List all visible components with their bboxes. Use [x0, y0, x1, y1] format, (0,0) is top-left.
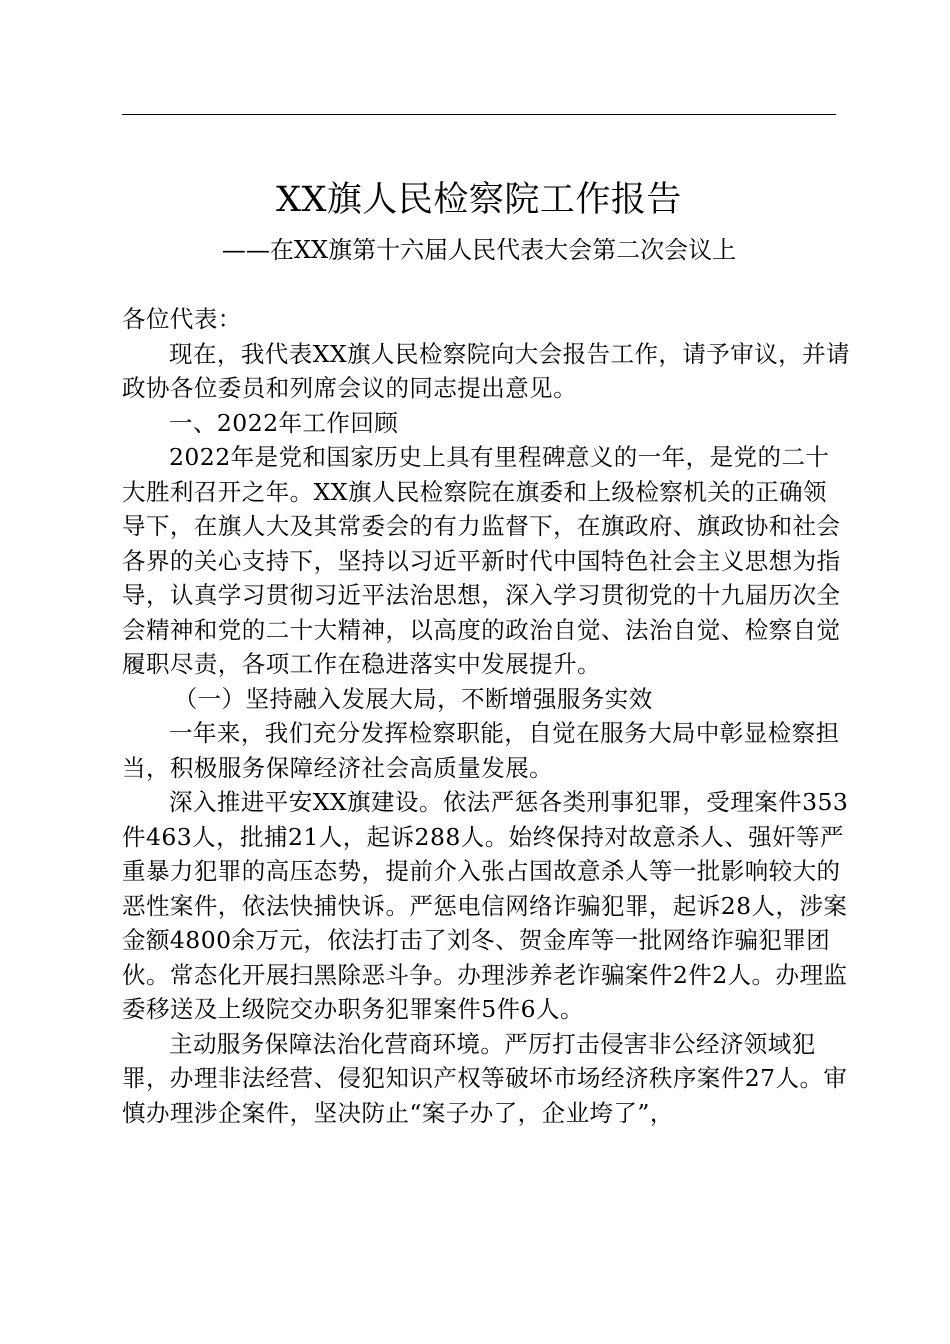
paragraph-service-intro: 一年来，我们充分发挥检察职能，自觉在服务大局中彰显检察担当，积极服务保障经济社会高质量发展。: [122, 719, 840, 782]
paragraph-overview: 2022年是党和国家历史上具有里程碑意义的一年，是党的二十大胜利召开之年。XX旗人民检察院在旗委和上级检察机关的正确领导下，在旗人大及其常委会的有力监督下，在旗政府、旗政协和社会各界的关心支持下，坚持以习近平新时代中国特色社会主义思想为指导，认真学习贯彻习近平法治思想，深入学习贯彻党的十九届历次全会精神和党的二十大精神，以高度的政治自觉、法治自觉、检察自觉履职尽责，各项工作在稳进落实中发展提升。: [122, 443, 841, 678]
header-rule: [122, 114, 836, 115]
salutation: 各位代表：: [122, 305, 242, 333]
report-body: [122, 302, 850, 1130]
section-heading-review: 一、2022年工作回顾: [169, 408, 399, 437]
report-subtitle: ——在XX旗第十六届人民代表大会第二次会议上: [221, 236, 737, 264]
report-title: XX旗人民检察院工作报告: [276, 180, 682, 220]
subsection-heading-service: （一）坚持融入发展大局，不断增强服务实效: [173, 684, 653, 713]
paragraph-business-environment: 主动服务保障法治化营商环境。严厉打击侵害非公经济领域犯罪，办理非法经营、侵犯知识产权等破坏市场经济秩序案件27人。审慎办理涉企案件，坚决防止“案子办了，企业垮了”，: [122, 1029, 848, 1127]
paragraph-intro: 现在，我代表XX旗人民检察院向大会报告工作，请予审议，并请政协各位委员和列席会议的同志提出意见。: [122, 339, 851, 402]
paragraph-safety: 深入推进平安XX旗建设。依法严惩各类刑事犯罪，受理案件353件463人，批捕21人，起诉288人。始终保持对故意杀人、强奸等严重暴力犯罪的高压态势，提前介入张占国故意杀人等一批影响较大的恶性案件，依法快捕快诉。严惩电信网络诈骗犯罪，起诉28人，涉案金额4800余万元，依法打击了刘冬、贺金库等一批网络诈骗犯罪团伙。常态化开展扫黑除恶斗争。办理涉养老诈骗案件2件2人。办理监委移送及上级院交办职务犯罪案件5件6人。: [122, 788, 849, 1023]
